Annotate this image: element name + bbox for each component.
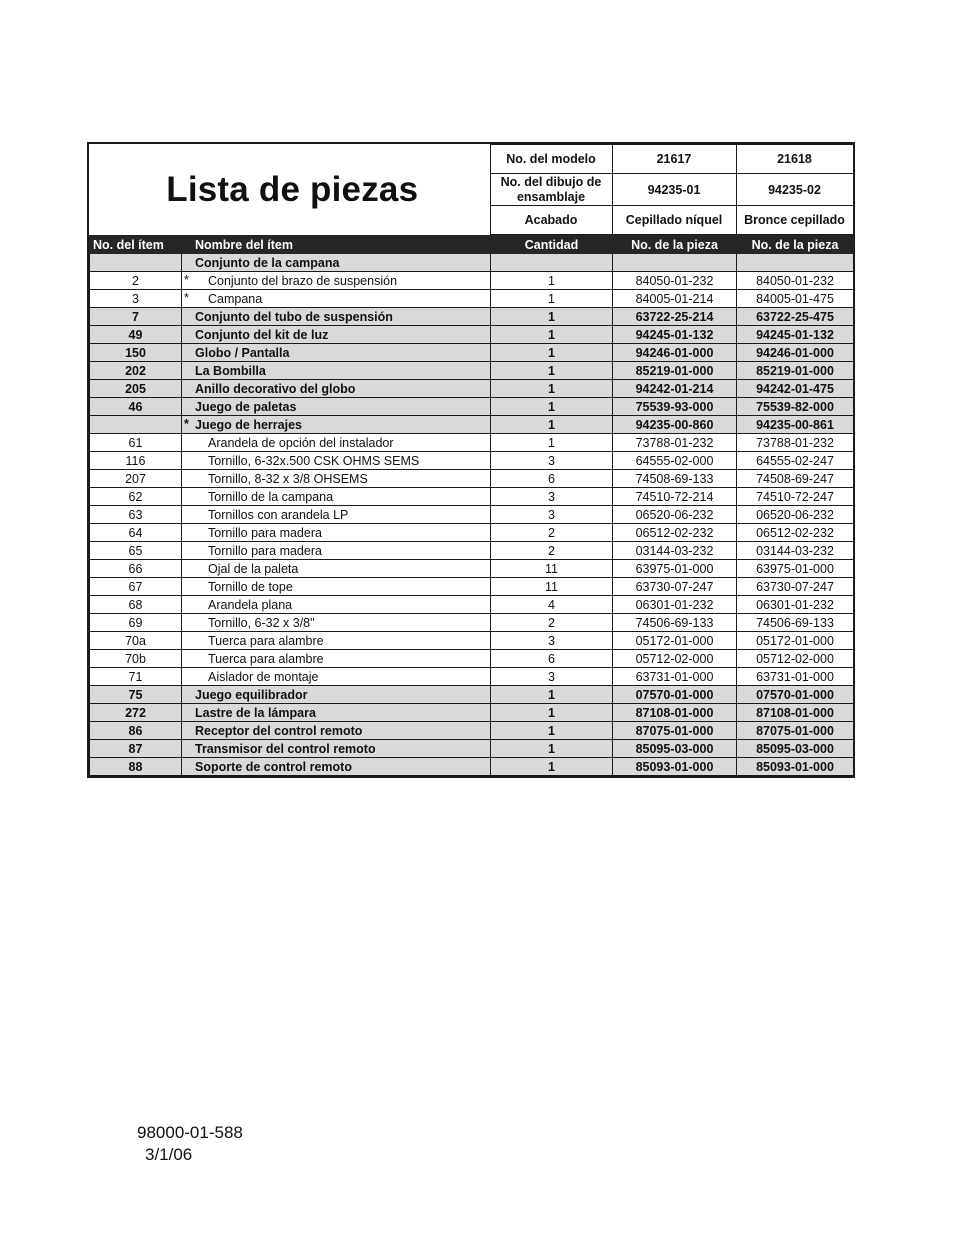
item-name-cell xyxy=(182,686,491,704)
item-number-cell: 205 xyxy=(90,380,182,398)
item-name-cell xyxy=(182,254,491,272)
table-row xyxy=(90,380,854,398)
table-row xyxy=(90,470,854,488)
part-number-1-cell: 85093-01-000 xyxy=(613,758,737,776)
item-name: Arandela de opción del instalador xyxy=(208,435,394,450)
column-header-part-2: No. de la pieza xyxy=(737,236,854,254)
table-row xyxy=(90,344,854,362)
column-header-part-1: No. de la pieza xyxy=(613,236,737,254)
table-row xyxy=(90,560,854,578)
item-name: Conjunto de la campana xyxy=(195,255,340,270)
item-name: Tuerca para alambre xyxy=(208,633,324,648)
item-number-cell: 3 xyxy=(90,290,182,308)
part-number-2-cell: 94235-00-861 xyxy=(737,416,854,434)
model-number-label: No. del modelo xyxy=(490,145,612,174)
table-row xyxy=(90,272,854,290)
document-date: 3/1/06 xyxy=(145,1145,193,1164)
part-number-2-cell: 74506-69-133 xyxy=(737,614,854,632)
parts-list-sheet xyxy=(87,142,855,778)
quantity-cell: 1 xyxy=(491,416,613,434)
item-number-cell: 62 xyxy=(90,488,182,506)
part-number-1-cell xyxy=(613,254,737,272)
item-name-cell xyxy=(182,542,491,560)
table-row xyxy=(90,686,854,704)
column-header-item: No. del ítem xyxy=(90,236,182,254)
part-number-2-cell: 63722-25-475 xyxy=(737,308,854,326)
part-number-2-cell: 74510-72-247 xyxy=(737,488,854,506)
part-number-1-cell: 94242-01-214 xyxy=(613,380,737,398)
part-number-1-cell: 94245-01-132 xyxy=(613,326,737,344)
item-name-cell xyxy=(182,722,491,740)
table-row xyxy=(90,254,854,272)
item-name: Juego de paletas xyxy=(195,399,297,414)
item-name-cell xyxy=(182,578,491,596)
part-number-2-cell: 87075-01-000 xyxy=(737,722,854,740)
part-number-1-cell: 05172-01-000 xyxy=(613,632,737,650)
table-row xyxy=(90,398,854,416)
quantity-cell: 4 xyxy=(491,596,613,614)
item-number-cell: 63 xyxy=(90,506,182,524)
part-number-2-cell: 85093-01-000 xyxy=(737,758,854,776)
item-number-cell: 71 xyxy=(90,668,182,686)
finish-value-1: Cepillado níquel xyxy=(612,206,736,235)
part-number-2-cell xyxy=(737,254,854,272)
finish-value-2: Bronce cepillado xyxy=(736,206,853,235)
asterisk-marker: * xyxy=(184,417,189,431)
item-name-cell xyxy=(182,452,491,470)
item-name: Campana xyxy=(208,291,263,306)
item-name-cell xyxy=(182,614,491,632)
item-name-cell xyxy=(182,326,491,344)
table-row xyxy=(90,632,854,650)
quantity-cell: 1 xyxy=(491,272,613,290)
item-name-cell xyxy=(182,650,491,668)
quantity-cell: 1 xyxy=(491,380,613,398)
quantity-cell: 1 xyxy=(491,344,613,362)
item-number-cell: 70b xyxy=(90,650,182,668)
parts-table xyxy=(89,235,854,776)
item-name: Tornillo para madera xyxy=(208,525,322,540)
quantity-cell: 6 xyxy=(491,470,613,488)
table-row xyxy=(90,596,854,614)
item-name-cell xyxy=(182,470,491,488)
quantity-cell: 1 xyxy=(491,704,613,722)
part-number-2-cell: 07570-01-000 xyxy=(737,686,854,704)
column-header-name: Nombre del ítem xyxy=(182,236,491,254)
item-name: Tornillo, 6-32 x 3/8" xyxy=(208,615,315,630)
quantity-cell: 3 xyxy=(491,632,613,650)
part-number-1-cell: 94235-00-860 xyxy=(613,416,737,434)
item-number-cell xyxy=(90,254,182,272)
part-number-2-cell: 94245-01-132 xyxy=(737,326,854,344)
item-name: Globo / Pantalla xyxy=(195,345,290,360)
item-name-cell xyxy=(182,290,491,308)
item-name: Juego equilibrador xyxy=(195,687,308,702)
quantity-cell: 11 xyxy=(491,578,613,596)
parts-rows xyxy=(90,254,854,776)
item-number-cell: 87 xyxy=(90,740,182,758)
model-number-value-1: 21617 xyxy=(612,145,736,174)
item-name-cell xyxy=(182,308,491,326)
asterisk-marker: * xyxy=(184,291,189,305)
item-name-cell xyxy=(182,506,491,524)
assembly-drawing-label: No. del dibujo de ensamblaje xyxy=(490,174,612,206)
part-number-1-cell: 06512-02-232 xyxy=(613,524,737,542)
quantity-cell: 1 xyxy=(491,434,613,452)
item-number-cell: 207 xyxy=(90,470,182,488)
item-name-cell xyxy=(182,488,491,506)
part-number-2-cell: 06520-06-232 xyxy=(737,506,854,524)
part-number-2-cell: 63730-07-247 xyxy=(737,578,854,596)
item-name: Arandela plana xyxy=(208,597,293,612)
quantity-cell: 3 xyxy=(491,668,613,686)
item-name: Tuerca para alambre xyxy=(208,651,324,666)
item-number-cell: 65 xyxy=(90,542,182,560)
part-number-2-cell: 85219-01-000 xyxy=(737,362,854,380)
item-number-cell: 7 xyxy=(90,308,182,326)
item-name: Lastre de la lámpara xyxy=(195,705,316,720)
item-name: Anillo decorativo del globo xyxy=(195,381,356,396)
item-name: Tornillo, 8-32 x 3/8 OHSEMS xyxy=(208,471,368,486)
part-number-2-cell: 73788-01-232 xyxy=(737,434,854,452)
quantity-cell xyxy=(491,254,613,272)
item-number-cell: 2 xyxy=(90,272,182,290)
item-name: Tornillo para madera xyxy=(208,543,322,558)
table-row xyxy=(90,524,854,542)
part-number-2-cell: 85095-03-000 xyxy=(737,740,854,758)
item-name: Tornillo de la campana xyxy=(208,489,334,504)
table-row xyxy=(90,758,854,776)
part-number-2-cell: 74508-69-247 xyxy=(737,470,854,488)
document-number: 98000-01-588 xyxy=(137,1123,243,1142)
item-number-cell: 88 xyxy=(90,758,182,776)
part-number-1-cell: 84005-01-214 xyxy=(613,290,737,308)
column-header-qty: Cantidad xyxy=(491,236,613,254)
table-row xyxy=(90,308,854,326)
part-number-1-cell: 63975-01-000 xyxy=(613,560,737,578)
table-row xyxy=(90,506,854,524)
item-number-cell: 75 xyxy=(90,686,182,704)
item-name-cell xyxy=(182,416,491,434)
item-number-cell: 70a xyxy=(90,632,182,650)
quantity-cell: 1 xyxy=(491,362,613,380)
asterisk-marker: * xyxy=(184,273,189,287)
item-name-cell xyxy=(182,704,491,722)
quantity-cell: 3 xyxy=(491,488,613,506)
assembly-drawing-value-1: 94235-01 xyxy=(612,174,736,206)
part-number-1-cell: 74510-72-214 xyxy=(613,488,737,506)
item-name: Conjunto del brazo de suspensión xyxy=(208,273,398,288)
table-row xyxy=(90,326,854,344)
item-name-cell xyxy=(182,596,491,614)
item-name: Aislador de montaje xyxy=(208,669,319,684)
item-name: Tornillo, 6-32x.500 CSK OHMS SEMS xyxy=(208,453,420,468)
item-name-cell xyxy=(182,434,491,452)
quantity-cell: 1 xyxy=(491,326,613,344)
part-number-2-cell: 94242-01-475 xyxy=(737,380,854,398)
quantity-cell: 1 xyxy=(491,758,613,776)
quantity-cell: 1 xyxy=(491,686,613,704)
item-name: Tornillo de tope xyxy=(208,579,293,594)
column-header-row xyxy=(90,236,854,254)
quantity-cell: 2 xyxy=(491,614,613,632)
item-number-cell: 67 xyxy=(90,578,182,596)
item-number-cell: 46 xyxy=(90,398,182,416)
part-number-1-cell: 75539-93-000 xyxy=(613,398,737,416)
part-number-1-cell: 05712-02-000 xyxy=(613,650,737,668)
item-name-cell xyxy=(182,398,491,416)
quantity-cell: 1 xyxy=(491,398,613,416)
table-row xyxy=(90,542,854,560)
part-number-1-cell: 63730-07-247 xyxy=(613,578,737,596)
table-row xyxy=(90,434,854,452)
item-name-cell xyxy=(182,272,491,290)
parts-header-table xyxy=(89,144,854,235)
page-title: Lista de piezas xyxy=(166,169,419,209)
part-number-2-cell: 05712-02-000 xyxy=(737,650,854,668)
quantity-cell: 11 xyxy=(491,560,613,578)
quantity-cell: 2 xyxy=(491,542,613,560)
table-row xyxy=(90,452,854,470)
part-number-1-cell: 06301-01-232 xyxy=(613,596,737,614)
table-row xyxy=(90,740,854,758)
item-name-cell xyxy=(182,668,491,686)
part-number-1-cell: 87108-01-000 xyxy=(613,704,737,722)
item-name-cell xyxy=(182,344,491,362)
part-number-2-cell: 03144-03-232 xyxy=(737,542,854,560)
item-number-cell: 64 xyxy=(90,524,182,542)
finish-label: Acabado xyxy=(490,206,612,235)
part-number-2-cell: 87108-01-000 xyxy=(737,704,854,722)
part-number-1-cell: 74506-69-133 xyxy=(613,614,737,632)
part-number-1-cell: 06520-06-232 xyxy=(613,506,737,524)
table-row xyxy=(90,416,854,434)
item-number-cell: 68 xyxy=(90,596,182,614)
item-name-cell xyxy=(182,758,491,776)
item-name-cell xyxy=(182,524,491,542)
item-number-cell: 49 xyxy=(90,326,182,344)
item-name-cell xyxy=(182,380,491,398)
part-number-1-cell: 07570-01-000 xyxy=(613,686,737,704)
part-number-2-cell: 63731-01-000 xyxy=(737,668,854,686)
quantity-cell: 1 xyxy=(491,290,613,308)
table-row xyxy=(90,488,854,506)
item-number-cell: 272 xyxy=(90,704,182,722)
table-row xyxy=(90,290,854,308)
part-number-2-cell: 06301-01-232 xyxy=(737,596,854,614)
item-number-cell: 66 xyxy=(90,560,182,578)
table-row xyxy=(90,704,854,722)
part-number-2-cell: 84005-01-475 xyxy=(737,290,854,308)
item-name: Tornillos con arandela LP xyxy=(208,507,349,522)
item-number-cell: 116 xyxy=(90,452,182,470)
part-number-2-cell: 06512-02-232 xyxy=(737,524,854,542)
title-cell xyxy=(89,145,490,235)
item-name: Soporte de control remoto xyxy=(195,759,352,774)
item-number-cell: 150 xyxy=(90,344,182,362)
part-number-1-cell: 73788-01-232 xyxy=(613,434,737,452)
item-name-cell xyxy=(182,560,491,578)
item-name-cell xyxy=(182,362,491,380)
quantity-cell: 2 xyxy=(491,524,613,542)
part-number-1-cell: 85095-03-000 xyxy=(613,740,737,758)
model-number-value-2: 21618 xyxy=(736,145,853,174)
item-number-cell xyxy=(90,416,182,434)
part-number-2-cell: 75539-82-000 xyxy=(737,398,854,416)
quantity-cell: 6 xyxy=(491,650,613,668)
footer xyxy=(137,1122,243,1166)
part-number-2-cell: 84050-01-232 xyxy=(737,272,854,290)
part-number-1-cell: 84050-01-232 xyxy=(613,272,737,290)
item-number-cell: 61 xyxy=(90,434,182,452)
item-name: Conjunto del kit de luz xyxy=(195,327,329,342)
table-row xyxy=(90,668,854,686)
table-row xyxy=(90,614,854,632)
quantity-cell: 3 xyxy=(491,506,613,524)
item-name-cell xyxy=(182,740,491,758)
part-number-1-cell: 03144-03-232 xyxy=(613,542,737,560)
item-name: Juego de herrajes xyxy=(195,417,302,432)
item-number-cell: 86 xyxy=(90,722,182,740)
item-name: Conjunto del tubo de suspensión xyxy=(195,309,393,324)
item-name: La Bombilla xyxy=(195,363,266,378)
item-number-cell: 69 xyxy=(90,614,182,632)
part-number-2-cell: 94246-01-000 xyxy=(737,344,854,362)
part-number-2-cell: 63975-01-000 xyxy=(737,560,854,578)
table-row xyxy=(90,362,854,380)
part-number-1-cell: 64555-02-000 xyxy=(613,452,737,470)
table-row xyxy=(90,650,854,668)
item-name: Receptor del control remoto xyxy=(195,723,363,738)
quantity-cell: 1 xyxy=(491,740,613,758)
part-number-1-cell: 94246-01-000 xyxy=(613,344,737,362)
item-number-cell: 202 xyxy=(90,362,182,380)
quantity-cell: 1 xyxy=(491,722,613,740)
part-number-1-cell: 63722-25-214 xyxy=(613,308,737,326)
part-number-1-cell: 85219-01-000 xyxy=(613,362,737,380)
part-number-1-cell: 63731-01-000 xyxy=(613,668,737,686)
table-row xyxy=(90,578,854,596)
part-number-2-cell: 64555-02-247 xyxy=(737,452,854,470)
quantity-cell: 1 xyxy=(491,308,613,326)
assembly-drawing-value-2: 94235-02 xyxy=(736,174,853,206)
part-number-1-cell: 87075-01-000 xyxy=(613,722,737,740)
item-name-cell xyxy=(182,632,491,650)
part-number-1-cell: 74508-69-133 xyxy=(613,470,737,488)
item-name: Transmisor del control remoto xyxy=(195,741,376,756)
item-name: Ojal de la paleta xyxy=(208,561,299,576)
part-number-2-cell: 05172-01-000 xyxy=(737,632,854,650)
table-row xyxy=(90,722,854,740)
quantity-cell: 3 xyxy=(491,452,613,470)
